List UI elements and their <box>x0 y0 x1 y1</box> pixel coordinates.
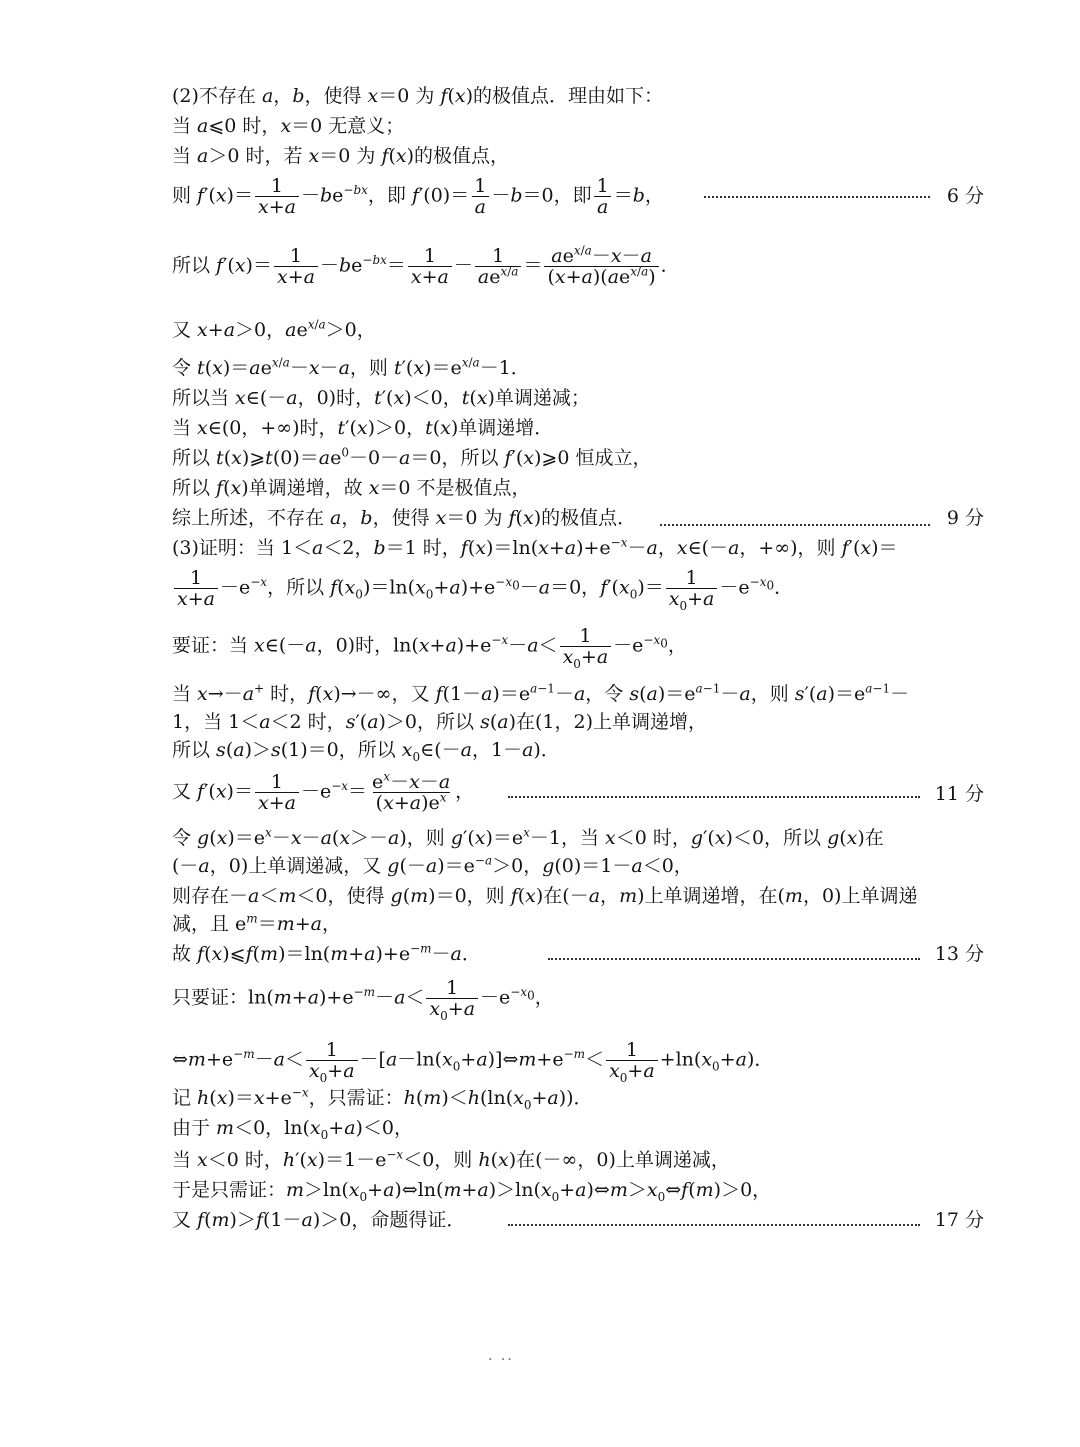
score-6: 6 分 <box>937 184 984 208</box>
score-11: 11 分 <box>925 782 984 806</box>
line-23: 故 $f(x)⩽f(m)=\ln(m+a)+e^{-m}-a$． <box>172 941 481 965</box>
line-13: $\frac{1}{x+a}$ $-e^{-x}$，所以 $f(x_0)=\ln(x_0+a)+e^{-x_0}-a=0$，$f'(x_0)=$ $\frac{1}{x_0+a}$ $-e^{-x_0}$． <box>172 568 984 609</box>
score-17: 17 分 <box>925 1208 984 1232</box>
score-leader-dots <box>704 196 930 198</box>
line-17: 所以 s(a)＞s(1)＝0，所以 $x_0\in(-a$，1－a)． <box>172 739 560 764</box>
score-13: 13 分 <box>925 942 984 966</box>
line-20: (－a，0)上单调递减，又 $g(-a)=e^{-a}>0$，g(0)＝1－a＜0， <box>172 853 693 877</box>
line-26: 记 $h(x)=x+e^{-x}$，只需证：$h(m)<h(\ln(x_0+a))$． <box>172 1085 593 1112</box>
score-9: 9 分 <box>937 506 984 530</box>
line-11: 综上所述，不存在 a，b，使得 x＝0 为 f(x)的极值点． <box>172 507 637 529</box>
line-27: 由于 m＜0，$\ln(x_0+a)<0$， <box>172 1117 414 1142</box>
line-25: $\Leftrightarrow m+e^{-m}-a<$ $\frac{1}{x_0+a}$ $-[a-\ln(x_0+a)]\Leftrightarrow m+e^{-m}<$ $\frac{1}{x_0+a}$ $+\ln(x_0+a)$． <box>172 1039 774 1085</box>
line-9: 所以 $t(x)⩾t(0)=ae^0-0-a=0$，所以 f′(x)⩾0 恒成立， <box>172 445 652 469</box>
line-24: 只要证：$\ln(m+a)+e^{-m}-a<$ $\frac{1}{x_0+a}$ $-e^{-x_0}$， <box>172 977 554 1023</box>
score-leader-dots <box>548 958 920 960</box>
line-10: 所以 f(x)单调递增，故 x＝0 不是极值点， <box>172 477 531 499</box>
line-14: 要证：当 x∈(－a，0)时，$\ln(x+a)+e^{-x}-a<$ $\frac{1}{x_0+a}$ $-e^{-x_0}$， <box>172 625 687 671</box>
line-16: 1，当 1＜a＜2 时，s′(a)＞0，所以 s(a)在(1，2)上单调递增， <box>172 711 707 733</box>
line-1: 当 a⩽0 时，x＝0 无意义； <box>172 115 405 137</box>
line-12: (3)证明：当 1＜a＜2，b＝1 时，$f(x)=\ln(x+a)+e^{-x}-a$，x∈(－a，+∞)，则 f′(x)＝ <box>172 535 898 559</box>
line-19: 令 $g(x)=e^x-x-a(x>-a)$，则 $g'(x)=e^x-1$，当 x＜0 时，g′(x)＜0，所以 g(x)在 <box>172 825 884 849</box>
line-28: 当 x＜0 时，$h'(x)=1-e^{-x}<0$，则 h(x)在(－∞，0)上单调递减， <box>172 1147 730 1171</box>
score-leader-dots <box>660 524 930 526</box>
score-leader-dots <box>508 796 920 798</box>
line-2: 当 a＞0 时，若 x＝0 为 f(x)的极值点， <box>172 145 510 167</box>
page-footer-mark: · ·· <box>488 1352 514 1368</box>
line-30: 又 f(m)＞f(1－a)＞0，命题得证． <box>172 1209 466 1231</box>
line-5: 又 x+a＞0，$ae^{x/a}>0$， <box>172 317 376 341</box>
line-21: 则存在－a＜m＜0，使得 g(m)＝0，则 f(x)在(－a，m)上单调递增，在(m，0)上单调递 <box>172 885 918 907</box>
line-7: 所以当 x∈(－a，0)时，t′(x)＜0，t(x)单调递减； <box>172 387 590 409</box>
line-3: 则 f′(x)＝ $\frac{1}{x+a}$ $-be^{-bx}$，即 f′(0)＝ $\frac{1}{a}$ －b＝0，即 $\frac{1}{a}$ ＝b， <box>172 175 664 218</box>
line-15: 当 x→－a+ 时，f(x)→－∞，又 $f(1-a)=e^{a-1}-a$，令 $s(a)=e^{a-1}-a$，则 $s'(a)=e^{a-1}-$ <box>172 681 910 705</box>
line-8: 当 x∈(0，+∞)时，t′(x)＞0，t(x)单调递增． <box>172 417 554 439</box>
line-22: 减，且 $e^m=m+a$， <box>172 911 341 935</box>
line-0: (2)不存在 a，b，使得 x＝0 为 f(x)的极值点．理由如下： <box>172 85 664 107</box>
score-leader-dots <box>508 1224 920 1226</box>
line-6: 令 $t(x)=ae^{x/a}-x-a$，则 $t'(x)=e^{x/a}-1$． <box>172 355 530 379</box>
line-4: 所以 f′(x)＝ $\frac{1}{x+a}$ $-be^{-bx}=$ $\frac{1}{x+a}$ － $\frac{1}{ae^{x/a}}$ ＝ $\frac{ae^{x/a}-x-a}{(x+a)(ae^{x/a})}$ ． <box>172 243 680 288</box>
line-29: 于是只需证：$m>\ln(x_0+a)\Leftrightarrow\ln(m+a)>\ln(x_0+a)\Leftrightarrow m>x_0\Leftrightarrow f(m)>0$， <box>172 1179 772 1204</box>
line-18: 又 f′(x)＝ $\frac{1}{x+a}$ $-e^{-x}=$ $\frac{e^x-x-a}{(x+a)e^x}$ ， <box>172 769 475 814</box>
